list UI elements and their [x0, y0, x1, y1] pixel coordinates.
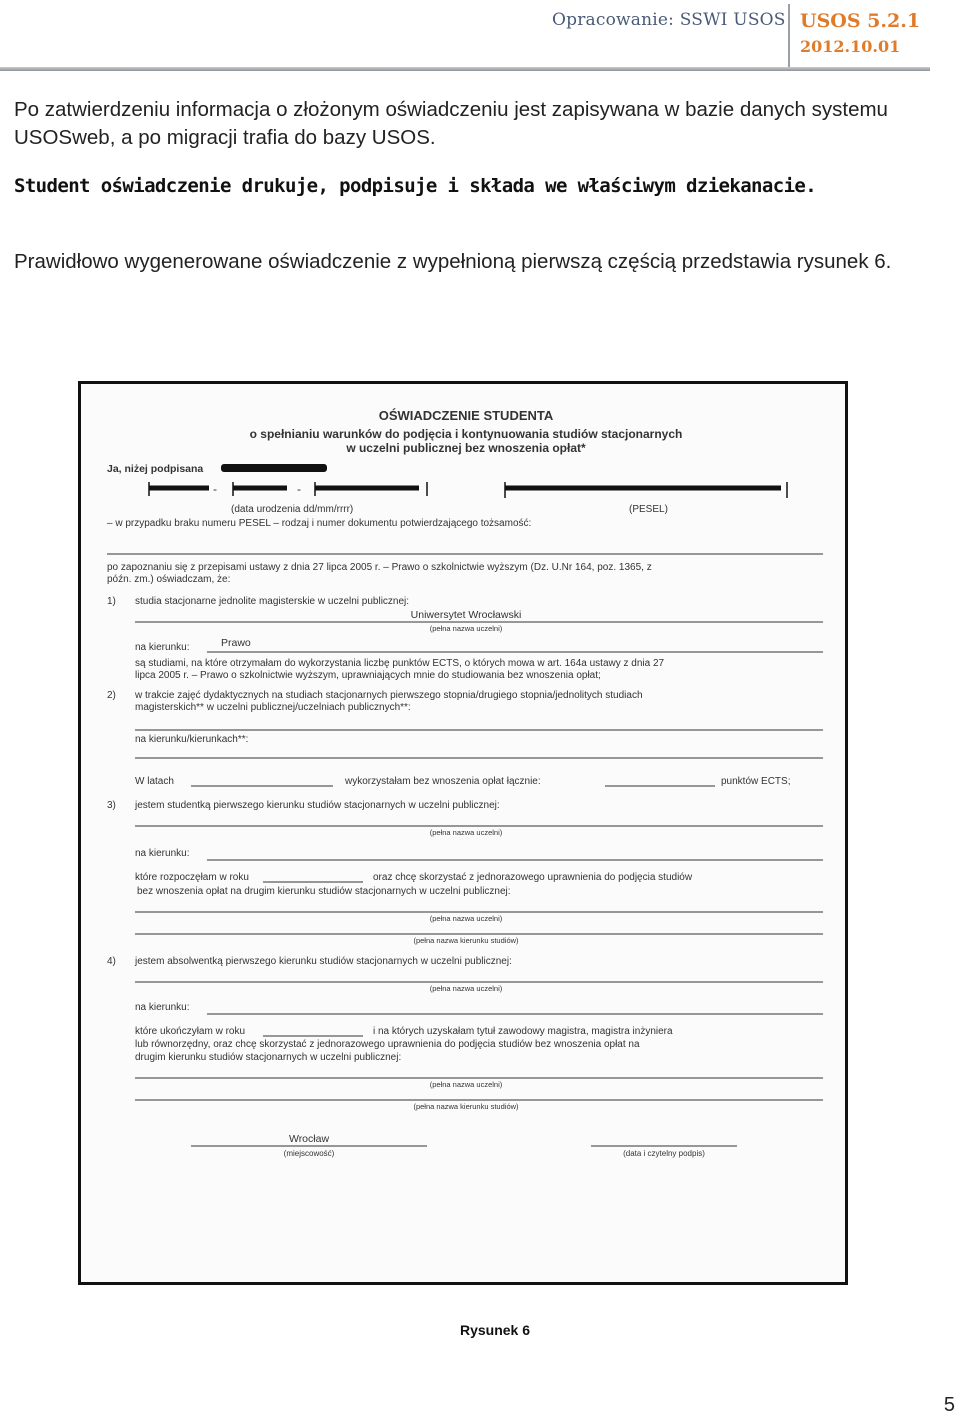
- paragraph-migration-info: Po zatwierdzeniu informacja o złożonym oświadczeniu jest zapisywana w bazie danych systemu USOSweb, a po migracji trafia do bazy USOS.: [14, 98, 888, 149]
- header-date: 2012.10.01: [800, 37, 901, 56]
- section-1-ects-1: są studiami, na które otrzymałam do wykorzystania liczbę punktów ECTS, o których mowa w art. 164a ustawy z dnia 27: [135, 658, 665, 669]
- signature-label: (data i czytelny podpis): [623, 1149, 705, 1158]
- birth-date-field: [149, 482, 427, 496]
- section-3-started-1: które rozpoczęłam w roku: [135, 872, 249, 883]
- no-pesel-note: – w przypadku braku numeru PESEL – rodzaj i numer dokumentu potwierdzającego tożsamość:: [107, 518, 532, 529]
- section-3-label-a: (pełna nazwa uczelni): [429, 914, 503, 923]
- section-4-finished-2: i na których uzyskałam tytuł zawodowy magistra, magistra inżyniera: [373, 1026, 673, 1037]
- section-4-finished-1: które ukończyłam w roku: [135, 1026, 246, 1037]
- form-intro: Ja, niżej podpisana: [107, 463, 204, 475]
- birth-date-label: (data urodzenia dd/mm/rrrr): [231, 504, 354, 515]
- header-rule: [0, 67, 930, 71]
- redacted-name: [221, 464, 327, 472]
- section-3-university-label: (pełna nazwa uczelni): [429, 828, 503, 837]
- city-label: (miejscowość): [283, 1149, 335, 1158]
- header-version-block: [800, 8, 920, 60]
- section-4-finished-3: lub równorzędny, oraz chcę skorzystać z jednorazowego uprawnienia do podjęcia studiów bez wnoszenia opłat na: [135, 1039, 640, 1050]
- svg-text:-: -: [297, 482, 301, 496]
- figure-caption: Rysunek 6: [459, 1322, 531, 1338]
- form-title: OŚWIADCZENIE STUDENTA: [378, 408, 554, 423]
- university-name: Uniwersytet Wrocławski: [410, 609, 522, 621]
- section-2-used-label: wykorzystałam bez wnoszenia opłat łącznie:: [345, 776, 541, 787]
- form-subtitle-2: w uczelni publicznej bez wnoszenia opłat*: [346, 441, 586, 455]
- section-2-number: 2): [107, 690, 116, 701]
- law-intro-1: po zapoznaniu się z przepisami ustawy z dnia 27 lipca 2005 r. – Prawo o szkolnictwie wyższym (Dz. U.Nr 164, poz. 1365, z: [107, 562, 652, 573]
- page-number: 5: [943, 1394, 955, 1416]
- section-2-ects-label: punktów ECTS;: [721, 776, 791, 787]
- section-3-started-3: bez wnoszenia opłat na drugim kierunku studiów stacjonarnych w uczelni publicznej:: [137, 886, 511, 897]
- form-subtitle-1: o spełnianiu warunków do podjęcia i kontynuowania studiów stacjonarnych: [249, 427, 683, 441]
- law-intro-2: późn. zm.) oświadczam, że:: [107, 574, 231, 585]
- pesel-label: (PESEL): [629, 504, 668, 515]
- header-divider: [788, 4, 790, 68]
- section-2-text-2: magisterskich** w uczelni publicznej/uczelniach publicznych**:: [135, 702, 411, 713]
- section-4-label-b: (pełna nazwa kierunku studiów): [413, 1102, 519, 1111]
- section-3-started-2: oraz chcę skorzystać z jednorazowego uprawnienia do podjęcia studiów: [373, 872, 693, 883]
- section-4-number: 4): [107, 956, 116, 967]
- section-1-text: studia stacjonarne jednolite magisterskie w uczelni publicznej:: [135, 596, 410, 607]
- section-3-label-b: (pełna nazwa kierunku studiów): [413, 936, 519, 945]
- section-4-field-label: na kierunku:: [135, 1002, 190, 1013]
- section-4-finished-4: drugim kierunku studiów stacjonarnych w uczelni publicznej:: [135, 1052, 402, 1063]
- declaration-scan-figure: [78, 381, 848, 1285]
- section-1-number: 1): [107, 596, 116, 607]
- declaration-form: [81, 384, 845, 1282]
- paragraph-print-sign-instruction: Student oświadczenie drukuje, podpisuje i składa we właściwym dziekanacie.: [14, 175, 817, 197]
- section-1-ects-2: lipca 2005 r. – Prawo o szkolnictwie wyższym, uprawniających mnie do studiowania bez wnoszenia opłat;: [135, 670, 601, 681]
- city-value: Wrocław: [288, 1133, 330, 1145]
- field-value: Prawo: [221, 637, 251, 649]
- pesel-field: [505, 482, 787, 498]
- field-label: na kierunku:: [135, 642, 190, 653]
- section-4-label-a: (pełna nazwa uczelni): [429, 1080, 503, 1089]
- section-2-years-label: W latach: [135, 776, 174, 787]
- section-3-field-label: na kierunku:: [135, 848, 190, 859]
- section-4-university-label: (pełna nazwa uczelni): [429, 984, 503, 993]
- paragraph-figure-reference: Prawidłowo wygenerowane oświadczenie z wypełnioną pierwszą częścią przedstawia rysunek 6.: [14, 250, 892, 273]
- section-3-number: 3): [107, 800, 116, 811]
- section-4-text: jestem absolwentką pierwszego kierunku studiów stacjonarnych w uczelni publicznej:: [135, 956, 512, 967]
- section-2-text-1: w trakcie zajęć dydaktycznych na studiach stacjonarnych pierwszego stopnia/drugiego stopnia/jednolitych studiach: [135, 690, 643, 701]
- header-document-title: Opracowanie: SSWI USOS: [552, 10, 786, 30]
- section-3-text: jestem studentką pierwszego kierunku studiów stacjonarnych w uczelni publicznej:: [135, 800, 500, 811]
- header-version: USOS 5.2.1: [800, 10, 921, 32]
- section-2-field-label: na kierunku/kierunkach**:: [135, 734, 249, 745]
- svg-text:-: -: [213, 482, 217, 496]
- university-label: (pełna nazwa uczelni): [429, 624, 503, 633]
